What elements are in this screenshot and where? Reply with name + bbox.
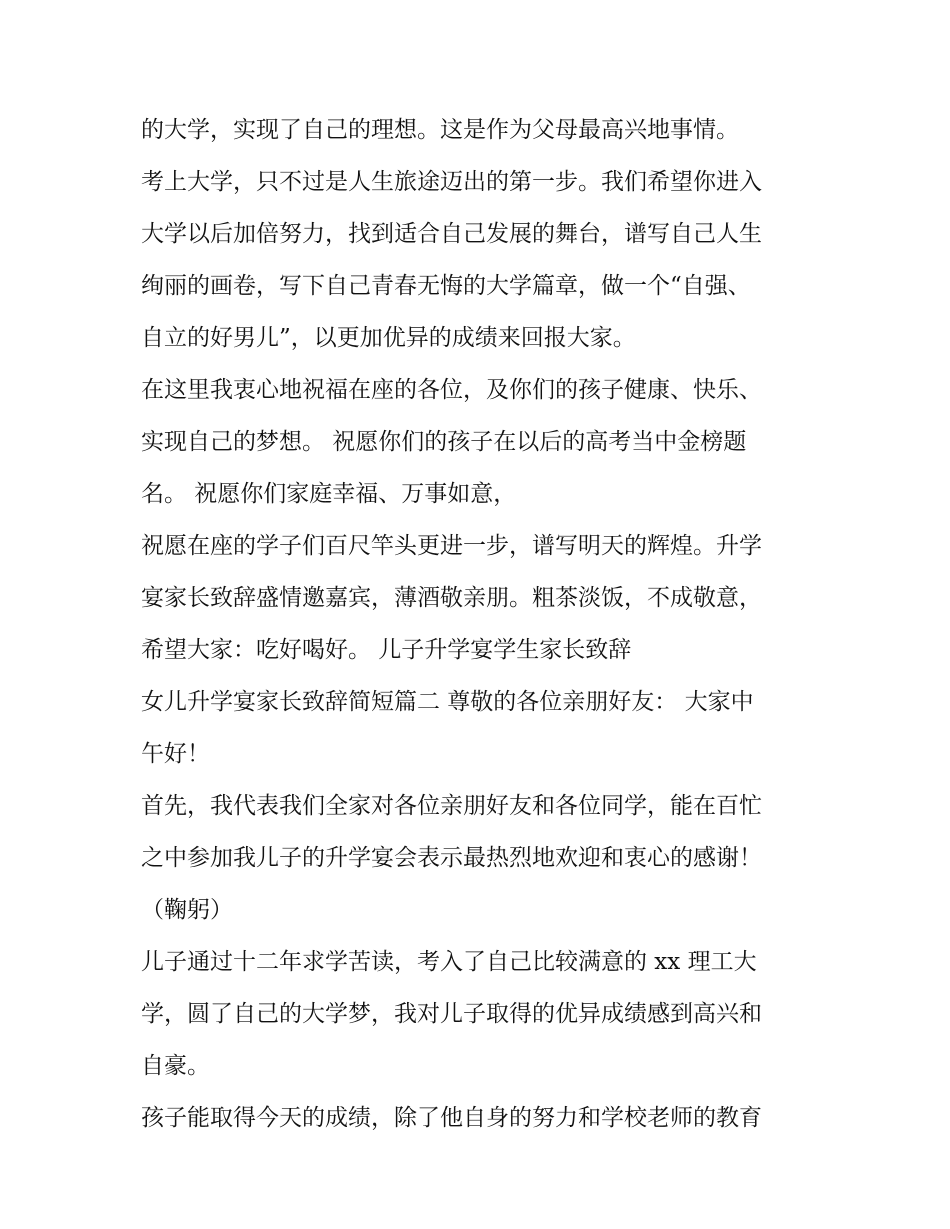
text-line: 宴家长致辞盛情邀嘉宾，薄酒敬亲朋。粗茶淡饭，不成敬意， [141,585,762,611]
text-line: 名。 祝愿你们家庭幸福、万事如意， [141,481,517,507]
text-line: 自立的好男儿”，以更加优异的成绩来回报大家。 [141,325,636,351]
text-line: 之中参加我儿子的升学宴会表示最热烈地欢迎和衷心的感谢！ [141,845,762,871]
text-line: 首先，我代表我们全家对各位亲朋好友和各位同学，能在百忙 [141,793,762,819]
text-line: 在这里我衷心地祝福在座的各位，及你们的孩子健康、快乐、 [141,377,762,403]
text-line: （鞠躬） [141,897,233,923]
text-line: 学，圆了自己的大学梦，我对儿子取得的优异成绩感到高兴和 [141,1001,762,1027]
text-line: 的大学，实现了自己的理想。这是作为父母最高兴地事情。 [141,117,739,143]
text-line: 祝愿在座的学子们百尺竿头更进一步，谱写明天的辉煌。升学 [141,533,762,559]
text-line: 儿子通过十二年求学苦读，考入了自己比较满意的 xx 理工大 [141,949,757,975]
document-body [141,106,821,1146]
text-line: 实现自己的梦想。 祝愿你们的孩子在以后的高考当中金榜题 [141,429,747,455]
text-line: 大学以后加倍努力，找到适合自己发展的舞台，谱写自己人生 [141,221,762,247]
text-line: 自豪。 [141,1053,210,1079]
text-line: 考上大学，只不过是人生旅途迈出的第一步。我们希望你进入 [141,169,762,195]
text-line: 希望大家：吃好喝好。 儿子升学宴学生家长致辞 [141,637,632,663]
text-line: 绚丽的画卷，写下自己青春无悔的大学篇章，做一个“自强、 [141,273,751,299]
text-line: 午好！ [141,741,210,767]
text-line: 孩子能取得今天的成绩，除了他自身的努力和学校老师的教育 [141,1105,762,1131]
text-line: 女儿升学宴家长致辞简短篇二 尊敬的各位亲朋好友： 大家中 [141,689,754,715]
